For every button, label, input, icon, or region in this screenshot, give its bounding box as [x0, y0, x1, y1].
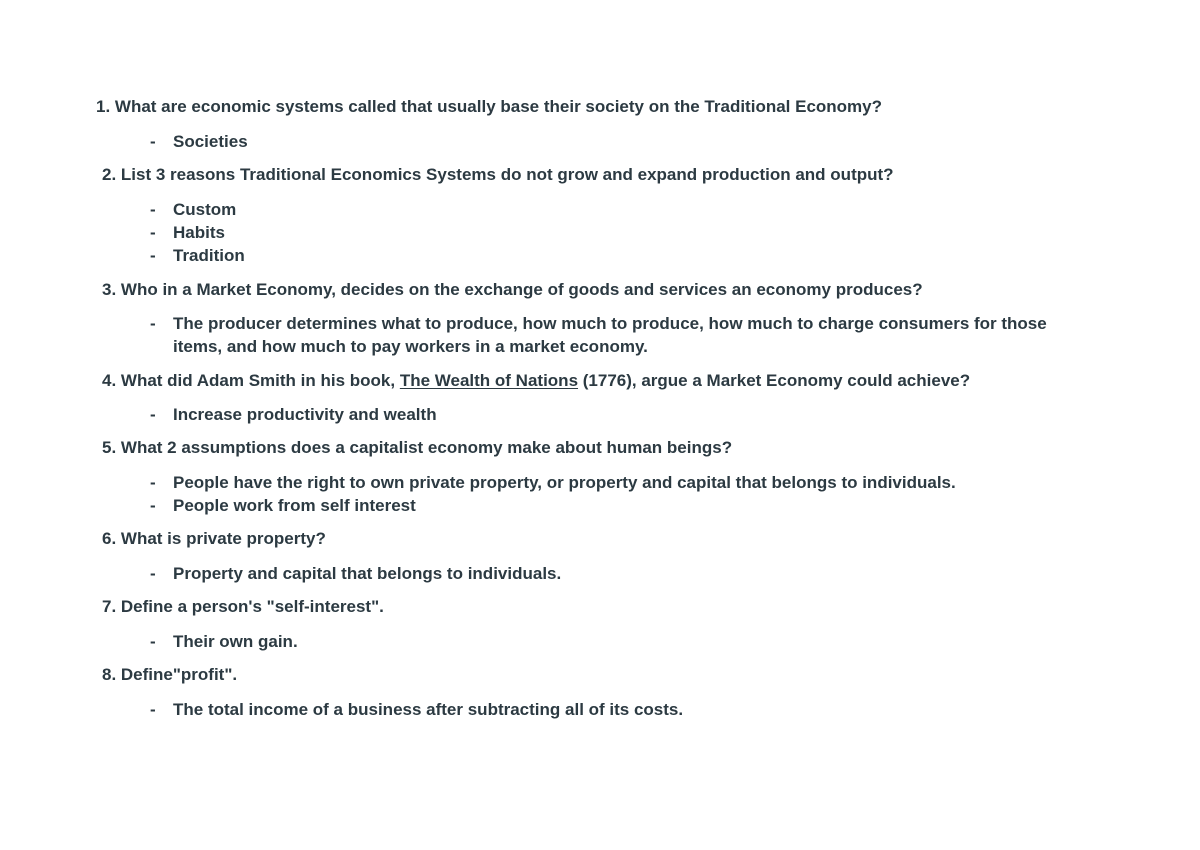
answer-item — [150, 244, 1098, 267]
answer-text: People work from self interest — [173, 496, 416, 515]
answer-item — [150, 403, 1098, 426]
question-4-text-before: 4. What did Adam Smith in his book, — [102, 371, 400, 390]
question-5: 5. What 2 assumptions does a capitalist economy make about human beings? — [102, 438, 733, 457]
answer-list-3 — [150, 312, 1098, 358]
bullet-dash: - — [150, 132, 156, 151]
question-8: 8. Define"profit". — [102, 665, 238, 684]
answer-text: Habits — [173, 223, 225, 242]
answer-text: Increase productivity and wealth — [173, 405, 437, 424]
question-4-text-after: (1776), argue a Market Economy could achieve? — [578, 371, 971, 390]
answer-text: Custom — [173, 200, 237, 219]
bullet-dash: - — [150, 314, 156, 333]
answer-item — [150, 312, 1098, 358]
answer-item — [150, 698, 1098, 721]
answer-text: Societies — [173, 132, 248, 151]
answer-list-5 — [150, 471, 1098, 517]
answer-list-7 — [150, 630, 1098, 653]
bullet-dash: - — [150, 473, 156, 492]
question-6: 6. What is private property? — [102, 529, 326, 548]
book-title-link[interactable]: The Wealth of Nations — [399, 371, 579, 390]
answer-text: Their own gain. — [173, 632, 298, 651]
answer-item — [150, 562, 1098, 585]
answer-text: People have the right to own private property, or property and capital that belongs to individuals. — [173, 473, 956, 492]
answer-text: Tradition — [173, 246, 245, 265]
answer-list-1 — [150, 130, 1098, 153]
bullet-dash: - — [150, 496, 156, 515]
bullet-dash: - — [150, 700, 156, 719]
question-1: 1. What are economic systems called that usually base their society on the Traditional Economy? — [96, 97, 883, 116]
bullet-dash: - — [150, 246, 156, 265]
answer-item — [150, 221, 1098, 244]
bullet-dash: - — [150, 200, 156, 219]
answer-list-8 — [150, 698, 1098, 721]
question-4 — [102, 370, 970, 392]
bullet-dash: - — [150, 405, 156, 424]
bullet-dash: - — [150, 223, 156, 242]
answer-item — [150, 198, 1098, 221]
answer-item — [150, 130, 1098, 153]
answer-text: The total income of a business after subtracting all of its costs. — [173, 700, 684, 719]
bullet-dash: - — [150, 632, 156, 651]
question-2: 2. List 3 reasons Traditional Economics Systems do not grow and expand production and output? — [102, 165, 894, 184]
answer-item — [150, 471, 1098, 494]
question-7: 7. Define a person's "self-interest". — [102, 597, 384, 616]
answer-text: Property and capital that belongs to individuals. — [173, 564, 562, 583]
answer-item — [150, 494, 1098, 517]
answer-text: The producer determines what to produce, how much to produce, how much to charge consumers for those items, and how much to pay workers in a market economy. — [173, 314, 1047, 356]
answer-item — [150, 630, 1098, 653]
answer-list-6 — [150, 562, 1098, 585]
question-3: 3. Who in a Market Economy, decides on the exchange of goods and services an economy produces? — [102, 280, 923, 299]
answer-list-2 — [150, 198, 1098, 267]
answer-list-4 — [150, 403, 1098, 426]
bullet-dash: - — [150, 564, 156, 583]
